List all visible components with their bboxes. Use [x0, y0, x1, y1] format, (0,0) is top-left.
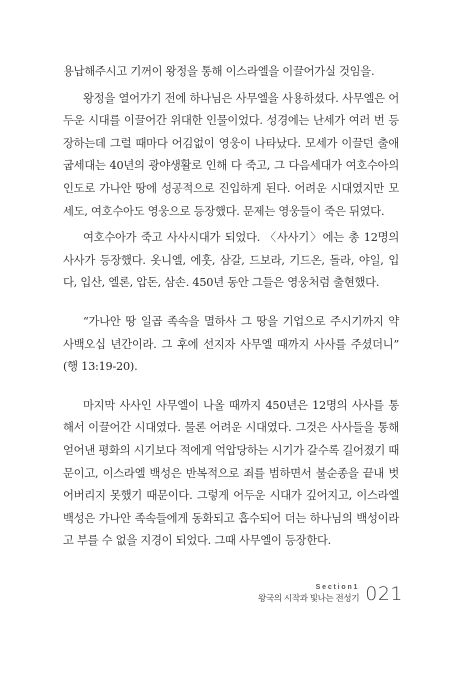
section-label: Section1 [315, 584, 360, 591]
paragraph-judges-era: 여호수아가 죽고 사사시대가 되었다. 〈사사기〉에는 총 12명의 사사가 등장했다. 옷니엘, 에훗, 삼갈, 드보라, 기드온, 돌라, 야일, 입다, 입산, 엘론, 압돈, 삼손. 450년 동안 그들은 영웅처럼 출현했다. [63, 231, 399, 290]
scripture-quote: “가나안 땅 일곱 족속을 멸하사 그 땅을 기업으로 주시기까지 약 사백오십 년간이라. 그 후에 선지자 사무엘 때까지 사사를 주셨더니” (행 13:19-20). [63, 314, 399, 374]
paragraph-closing: 마지막 사사인 사무엘이 나올 때까지 450년은 12명의 사사를 통해서 이끌어간 시대였다. 물론 어려운 시대였다. 그것은 사사들을 통해 얻어낸 평화의 시기보다 적에게 억압당하는 시기가 갈수록 길어졌기 때문이고, 이스라엘 백성은 반복적으로 죄를 범하면서 불순종을 끝내 벗어버리지 못했기 때문이다. 그렇게 어두운 시대가 깊어지고, 이스라엘 백성은 가나안 족속들에게 동화되고 흡수되어 더는 하나님의 백성이라고 부를 수 없을 지경이 되었다. 그때 사무엘이 등장한다. [63, 398, 399, 548]
paragraph-continuation: 용납해주시고 기꺼이 왕정을 통해 이스라엘을 이끌어가실 것임을. [63, 65, 375, 78]
body-text [63, 61, 399, 553]
footer-text [258, 583, 359, 604]
series-title: 왕국의 시작과 빛나는 전성기 [258, 593, 360, 603]
page-number: 021 [365, 583, 403, 605]
page-footer [258, 583, 403, 604]
paragraph-samuel-intro: 왕정을 열어가기 전에 하나님은 사무엘을 사용하셨다. 사무엘은 어두운 시대를 이끌어간 위대한 인물이었다. 성경에는 난세가 여러 번 등장하는데 그럴 때마다 어김없이 영웅이 나타났다. 모세가 이끌던 출애굽세대는 40년의 광야생활로 인해 다 죽고, 그 다음세대가 여호수아의 인도로 가나안 땅에 성공적으로 진입하게 된다. 어려운 시대였지만 모세도, 여호수아도 영웅으로 등장했다. 문제는 영웅들이 죽은 뒤였다. [63, 91, 399, 218]
